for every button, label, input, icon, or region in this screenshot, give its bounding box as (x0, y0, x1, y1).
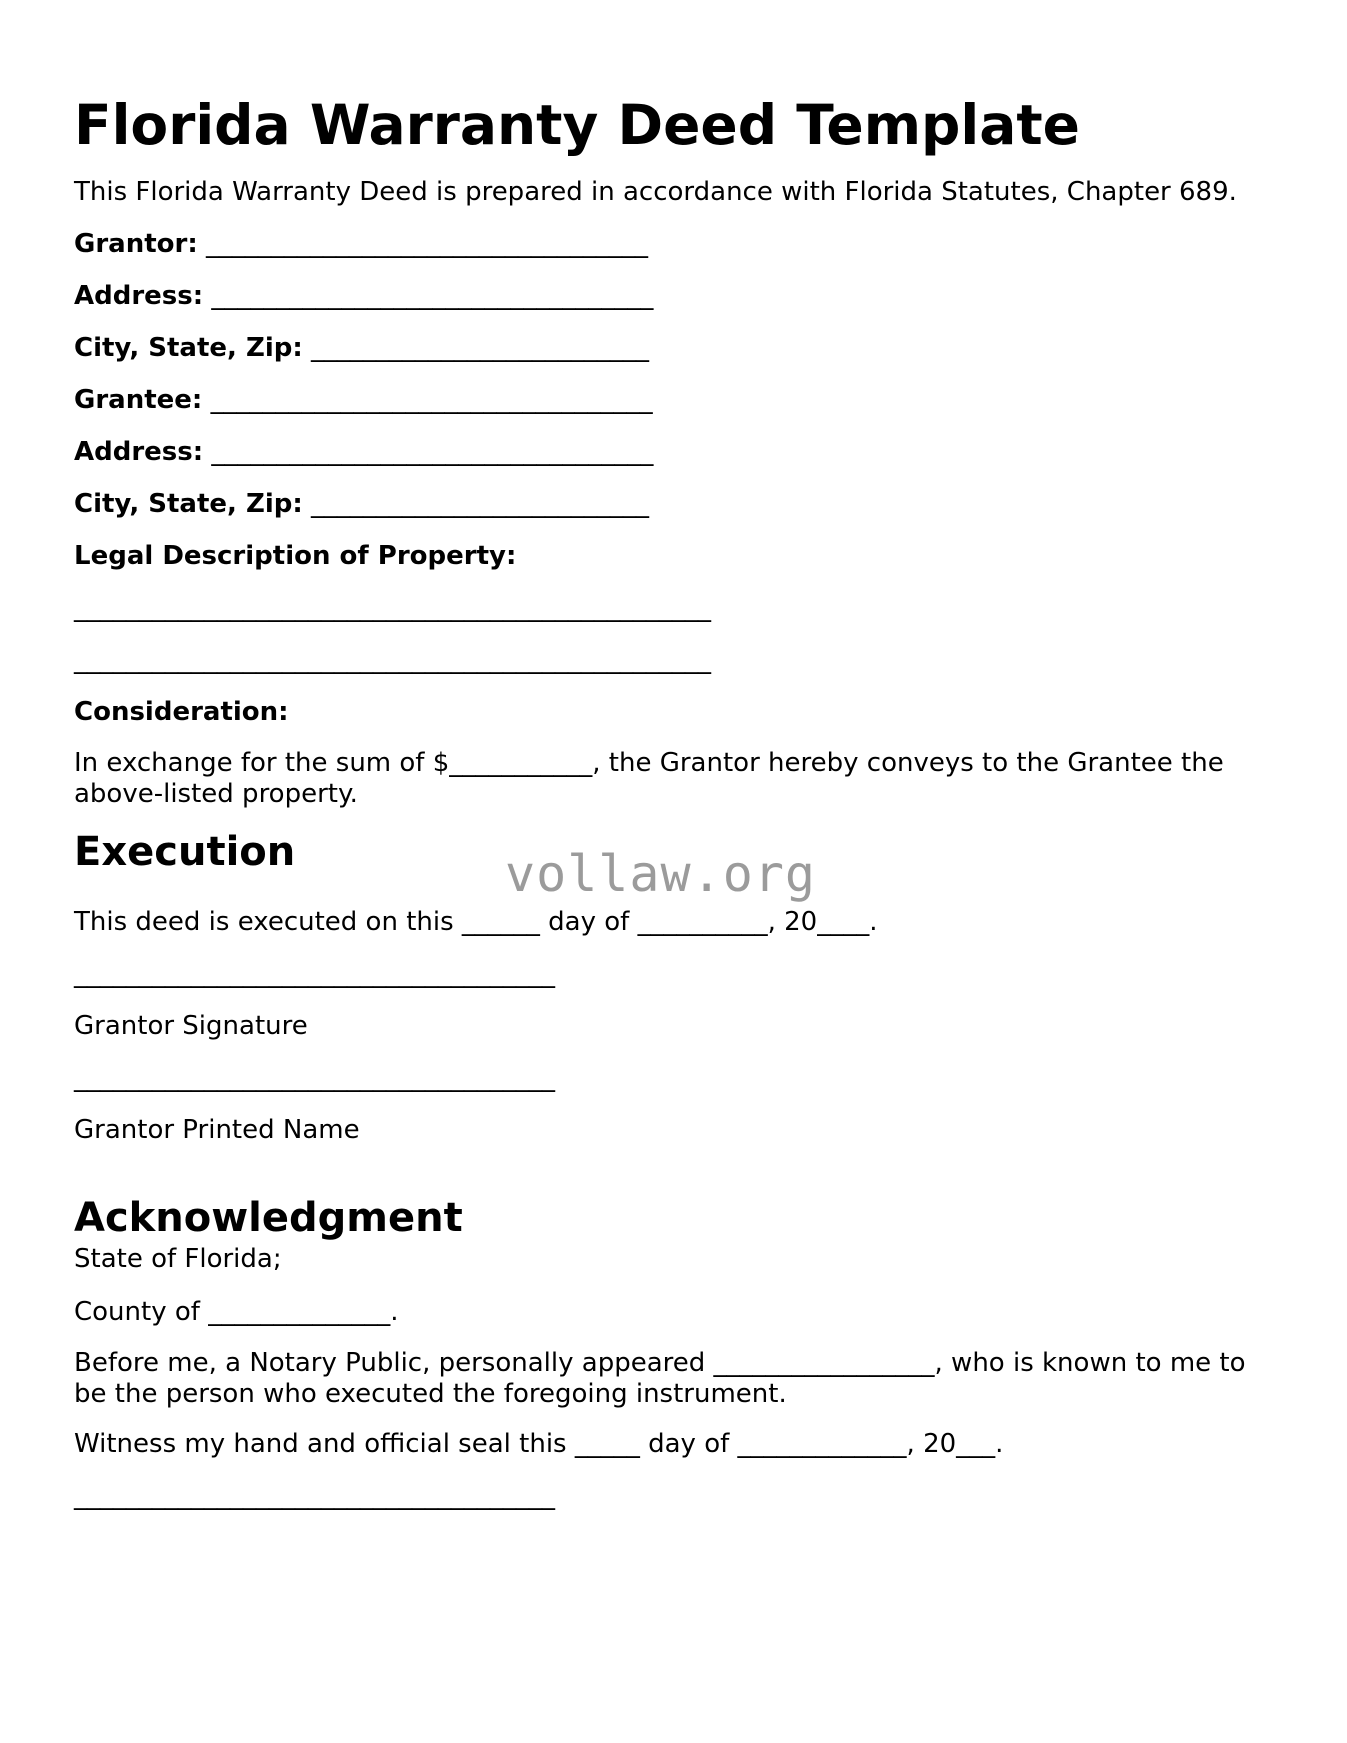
county-text: County of ______________. (74, 1297, 399, 1327)
grantor-city-label: City, State, Zip: (74, 333, 303, 363)
grantor-signature-line: _____________________________________ (74, 959, 555, 989)
grantor-signature-label: Grantor Signature (74, 1011, 308, 1041)
grantee-city-blank: __________________________ (311, 489, 650, 519)
grantor-address-field (74, 280, 653, 312)
grantor-blank: __________________________________ (206, 229, 648, 259)
grantor-address-label: Address: (74, 281, 204, 311)
notary-signature-line: _____________________________________ (74, 1481, 555, 1511)
witness-text: Witness my hand and official seal this _____ day of _____________, 20___. (74, 1429, 1004, 1459)
grantor-city-field (74, 332, 649, 364)
grantee-field (74, 384, 653, 416)
grantor-printed-name-label: Grantor Printed Name (74, 1115, 360, 1145)
grantee-address-label: Address: (74, 437, 204, 467)
grantee-address-blank: __________________________________ (211, 437, 654, 467)
execution-date-text: This deed is executed on this ______ day of __________, 20____. (74, 907, 878, 937)
legal-description-line: _________________________________________________ (74, 593, 711, 623)
watermark: vollaw.org (505, 845, 817, 903)
grantor-printed-name-line: _____________________________________ (74, 1063, 555, 1093)
grantor-field (74, 228, 648, 260)
consideration-label: Consideration: (74, 697, 289, 727)
consideration-text: In exchange for the sum of $___________, the Grantor hereby conveys to the Grantee the above-listed property. (74, 748, 1224, 809)
acknowledgment-heading: Acknowledgment (74, 1195, 463, 1241)
intro-text: This Florida Warranty Deed is prepared in accordance with Florida Statutes, Chapter 689. (74, 177, 1237, 207)
grantee-address-field (74, 436, 653, 468)
state-text: State of Florida; (74, 1244, 282, 1274)
page-title: Florida Warranty Deed Template (74, 93, 1080, 157)
grantee-city-field (74, 488, 649, 520)
notary-text: Before me, a Notary Public, personally appeared _________________, who is known to me to be the person who executed the foregoing instrument. (74, 1348, 1246, 1409)
grantor-label: Grantor: (74, 229, 198, 259)
grantee-blank: __________________________________ (210, 385, 653, 415)
grantor-address-blank: __________________________________ (211, 281, 654, 311)
execution-heading: Execution (74, 829, 296, 875)
grantee-city-label: City, State, Zip: (74, 489, 303, 519)
grantor-city-blank: __________________________ (311, 333, 650, 363)
grantee-label: Grantee: (74, 385, 203, 415)
legal-description-label: Legal Description of Property: (74, 541, 517, 571)
legal-description-line: _________________________________________________ (74, 645, 711, 675)
